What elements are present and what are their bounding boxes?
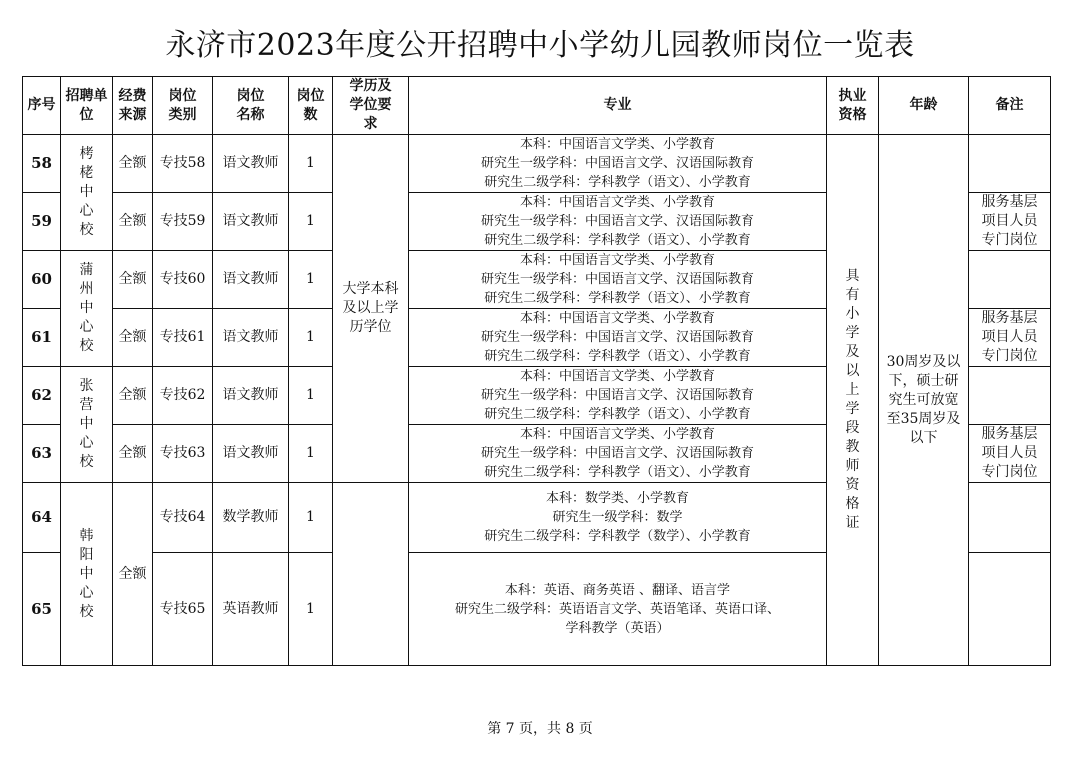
cell-funding: 全额 (113, 135, 153, 193)
cell-major (409, 251, 827, 309)
cell-count: 1 (289, 135, 333, 193)
cell-seq: 60 (23, 251, 61, 309)
cell-seq: 59 (23, 193, 61, 251)
major-line: 研究生一级学科：中国语言文学、汉语国际教育 (480, 156, 754, 171)
cell-category: 专技65 (153, 553, 213, 666)
cell-category: 专技63 (153, 425, 213, 483)
major-line: 研究生一级学科：中国语言文学、汉语国际教育 (480, 214, 754, 229)
header-category: 岗位类别 (153, 77, 213, 135)
cell-education-empty (333, 483, 409, 666)
header-funding: 经费来源 (113, 77, 153, 135)
major-line: 研究生一级学科：中国语言文学、汉语国际教育 (480, 388, 754, 403)
header-age: 年龄 (879, 77, 969, 135)
table-row (23, 135, 1051, 193)
cell-seq: 61 (23, 309, 61, 367)
cell-category: 专技62 (153, 367, 213, 425)
cell-major (409, 193, 827, 251)
cell-name: 语文教师 (213, 135, 289, 193)
cell-name: 语文教师 (213, 367, 289, 425)
cell-seq: 58 (23, 135, 61, 193)
major-line: 研究生二级学科：学科教学（语文）、小学教育 (484, 291, 751, 306)
cell-remark (969, 483, 1051, 553)
major-line: 本科：数学类、小学教育 (545, 491, 689, 506)
cell-name: 语文教师 (213, 193, 289, 251)
cell-unit: 张营中心校 (61, 367, 113, 483)
major-line: 本科：中国语言文学类、小学教育 (519, 253, 715, 268)
major-line: 本科：英语、商务英语 、翻译、语言学 (504, 582, 731, 598)
cell-qualification: 具有小学及以上学段教师资格证 (827, 135, 879, 666)
cell-major (409, 135, 827, 193)
cell-funding: 全额 (113, 425, 153, 483)
major-line: 研究生一级学科：中国语言文学、汉语国际教育 (480, 446, 754, 461)
major-line: 本科：中国语言文学类、小学教育 (519, 369, 715, 384)
major-line: 研究生二级学科：学科教学（语文）、小学教育 (484, 465, 751, 480)
cell-remark: 服务基层项目人员专门岗位 (969, 309, 1051, 367)
major-line: 研究生二级学科：学科教学（数学）、小学教育 (484, 529, 751, 544)
table-header-row (23, 77, 1051, 135)
major-line: 研究生二级学科：英语语言文学、英语笔译、英语口译、 (454, 601, 780, 617)
cell-seq: 62 (23, 367, 61, 425)
cell-remark (969, 135, 1051, 193)
cell-unit: 栲栳中心校 (61, 135, 113, 251)
positions-table (22, 76, 1051, 666)
header-remark: 备注 (969, 77, 1051, 135)
cell-remark: 服务基层项目人员专门岗位 (969, 425, 1051, 483)
page-footer: 第 7 页，共 8 页 (487, 721, 593, 737)
cell-major (409, 309, 827, 367)
cell-count: 1 (289, 483, 333, 553)
header-unit: 招聘单位 (61, 77, 113, 135)
cell-name: 数学教师 (213, 483, 289, 553)
cell-name: 语文教师 (213, 309, 289, 367)
major-line: 研究生一级学科：中国语言文学、汉语国际教育 (480, 272, 754, 287)
major-line: 学科教学（英语） (565, 620, 670, 636)
cell-remark (969, 553, 1051, 666)
cell-funding: 全额 (113, 367, 153, 425)
cell-category: 专技60 (153, 251, 213, 309)
header-name: 岗位名称 (213, 77, 289, 135)
cell-unit: 韩阳中心校 (61, 483, 113, 666)
cell-count: 1 (289, 309, 333, 367)
cell-remark (969, 367, 1051, 425)
header-seq: 序号 (23, 77, 61, 135)
major-line: 本科：中国语言文学类、小学教育 (519, 427, 715, 442)
cell-funding: 全额 (113, 309, 153, 367)
major-line: 研究生二级学科：学科教学（语文）、小学教育 (484, 349, 751, 364)
cell-seq: 65 (23, 553, 61, 666)
cell-category: 专技58 (153, 135, 213, 193)
cell-count: 1 (289, 251, 333, 309)
cell-funding: 全额 (113, 483, 153, 666)
major-line: 研究生二级学科：学科教学（语文）、小学教育 (484, 407, 751, 422)
cell-major (409, 483, 827, 553)
cell-name: 英语教师 (213, 553, 289, 666)
cell-count: 1 (289, 367, 333, 425)
cell-major (409, 367, 827, 425)
cell-remark (969, 251, 1051, 309)
page-title: 永济市2023年度公开招聘中小学幼儿园教师岗位一览表 (165, 28, 915, 63)
cell-funding: 全额 (113, 193, 153, 251)
major-line: 本科：中国语言文学类、小学教育 (519, 195, 715, 210)
cell-education: 大学本科及以上学历学位 (333, 135, 409, 483)
major-line: 研究生二级学科：学科教学（语文）、小学教育 (484, 233, 751, 248)
header-qualification: 执业资格 (827, 77, 879, 135)
cell-category: 专技64 (153, 483, 213, 553)
major-line: 本科：中国语言文学类、小学教育 (519, 311, 715, 326)
cell-funding: 全额 (113, 251, 153, 309)
cell-age: 30周岁及以下，硕士研究生可放宽至35周岁及以下 (879, 135, 969, 666)
header-count: 岗位数 (289, 77, 333, 135)
header-major: 专业 (409, 77, 827, 135)
cell-count: 1 (289, 425, 333, 483)
major-line: 研究生二级学科：学科教学（语文）、小学教育 (484, 175, 751, 190)
header-education: 学历及学位要求 (333, 77, 409, 135)
cell-major (409, 553, 827, 666)
cell-name: 语文教师 (213, 425, 289, 483)
cell-category: 专技59 (153, 193, 213, 251)
cell-seq: 63 (23, 425, 61, 483)
cell-major (409, 425, 827, 483)
cell-name: 语文教师 (213, 251, 289, 309)
cell-count: 1 (289, 553, 333, 666)
cell-category: 专技61 (153, 309, 213, 367)
cell-count: 1 (289, 193, 333, 251)
cell-seq: 64 (23, 483, 61, 553)
major-line: 本科：中国语言文学类、小学教育 (519, 137, 715, 152)
cell-remark: 服务基层项目人员专门岗位 (969, 193, 1051, 251)
cell-unit: 蒲州中心校 (61, 251, 113, 367)
major-line: 研究生一级学科：数学 (552, 510, 683, 525)
major-line: 研究生一级学科：中国语言文学、汉语国际教育 (480, 330, 754, 345)
